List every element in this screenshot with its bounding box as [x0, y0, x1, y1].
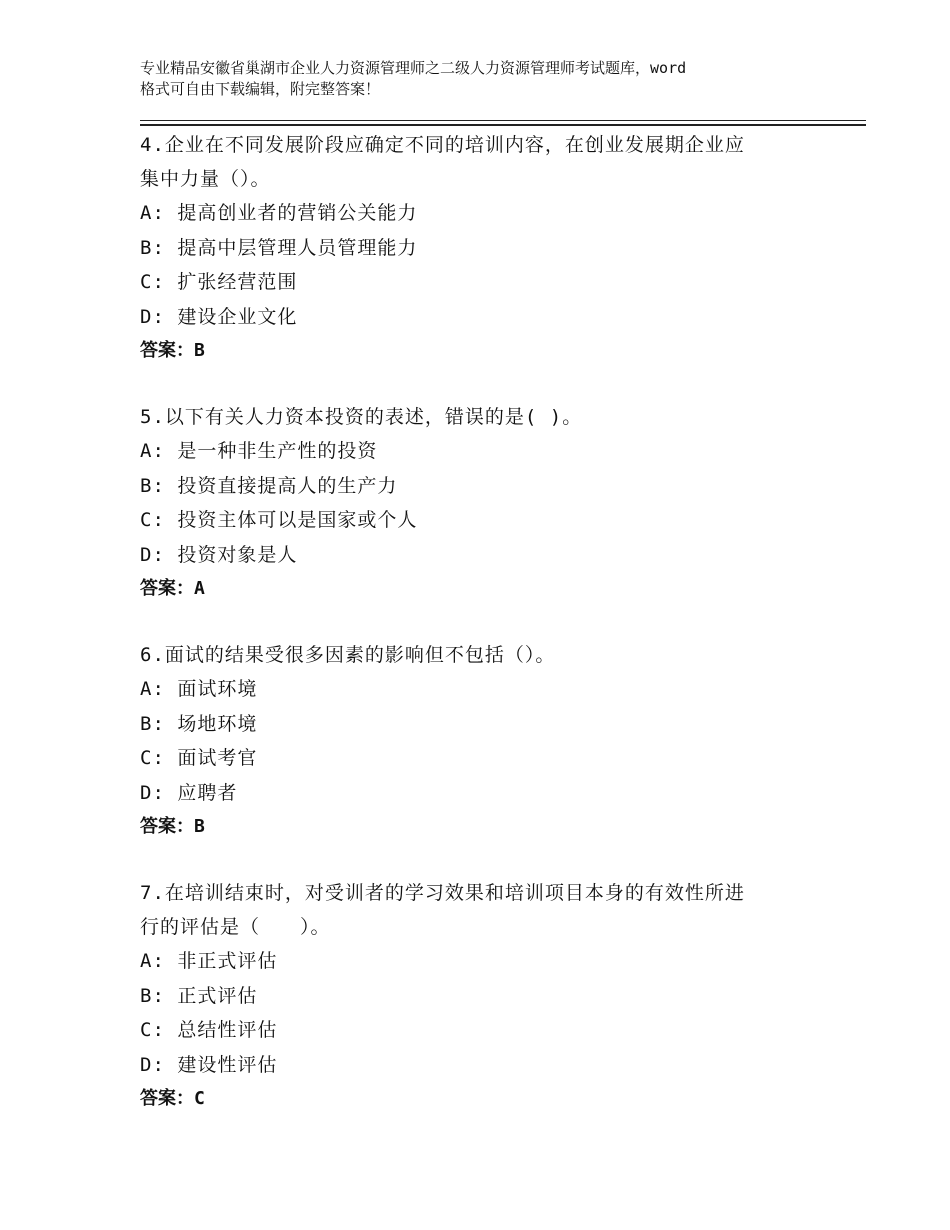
question-7: [140, 876, 820, 1116]
option-c: C: 扩张经营范围: [140, 271, 298, 293]
option-d: D: 应聘者: [140, 781, 238, 804]
question-list: [140, 128, 820, 1148]
page-header: [140, 58, 840, 100]
answer-label: 答案：B: [140, 340, 205, 361]
option-d: D: 建设企业文化: [140, 305, 298, 328]
question-text: 7.在培训结束时，对受训者的学习效果和培训项目本身的有效性所进: [140, 882, 745, 904]
header-divider-thin: [140, 120, 866, 121]
option-a: A: 提高创业者的营销公关能力: [140, 202, 418, 224]
option-d: D: 投资对象是人: [140, 543, 298, 566]
question-text: 5.以下有关人力资本投资的表述，错误的是( )。: [140, 406, 583, 428]
question-text-continued: 集中力量（）。: [140, 168, 271, 190]
question-5: [140, 400, 820, 606]
option-d: D: 建设性评估: [140, 1053, 278, 1076]
option-b: B: 正式评估: [140, 984, 258, 1007]
answer-label: 答案：B: [140, 816, 205, 837]
question-text: 4.企业在不同发展阶段应确定不同的培训内容，在创业发展期企业应: [140, 134, 745, 156]
option-a: A: 面试环境: [140, 678, 258, 700]
header-title-line-2: 格式可自由下载编辑，附完整答案！: [140, 80, 381, 98]
answer-label: 答案：A: [140, 578, 205, 599]
option-b: B: 场地环境: [140, 712, 258, 735]
option-c: C: 面试考官: [140, 747, 258, 769]
question-4: [140, 128, 820, 368]
option-a: A: 非正式评估: [140, 950, 278, 972]
option-b: B: 投资直接提高人的生产力: [140, 474, 398, 497]
header-divider-thick: [140, 124, 866, 126]
option-b: B: 提高中层管理人员管理能力: [140, 236, 418, 259]
option-c: C: 总结性评估: [140, 1019, 278, 1041]
answer-label: 答案：C: [140, 1088, 205, 1109]
header-title-line-1: 专业精品安徽省巢湖市企业人力资源管理师之二级人力资源管理师考试题库，word: [140, 59, 687, 77]
question-text: 6.面试的结果受很多因素的影响但不包括（）。: [140, 644, 556, 666]
question-text-continued: 行的评估是（ ）。: [140, 916, 331, 938]
option-c: C: 投资主体可以是国家或个人: [140, 509, 418, 531]
option-a: A: 是一种非生产性的投资: [140, 440, 378, 462]
question-6: [140, 638, 820, 844]
